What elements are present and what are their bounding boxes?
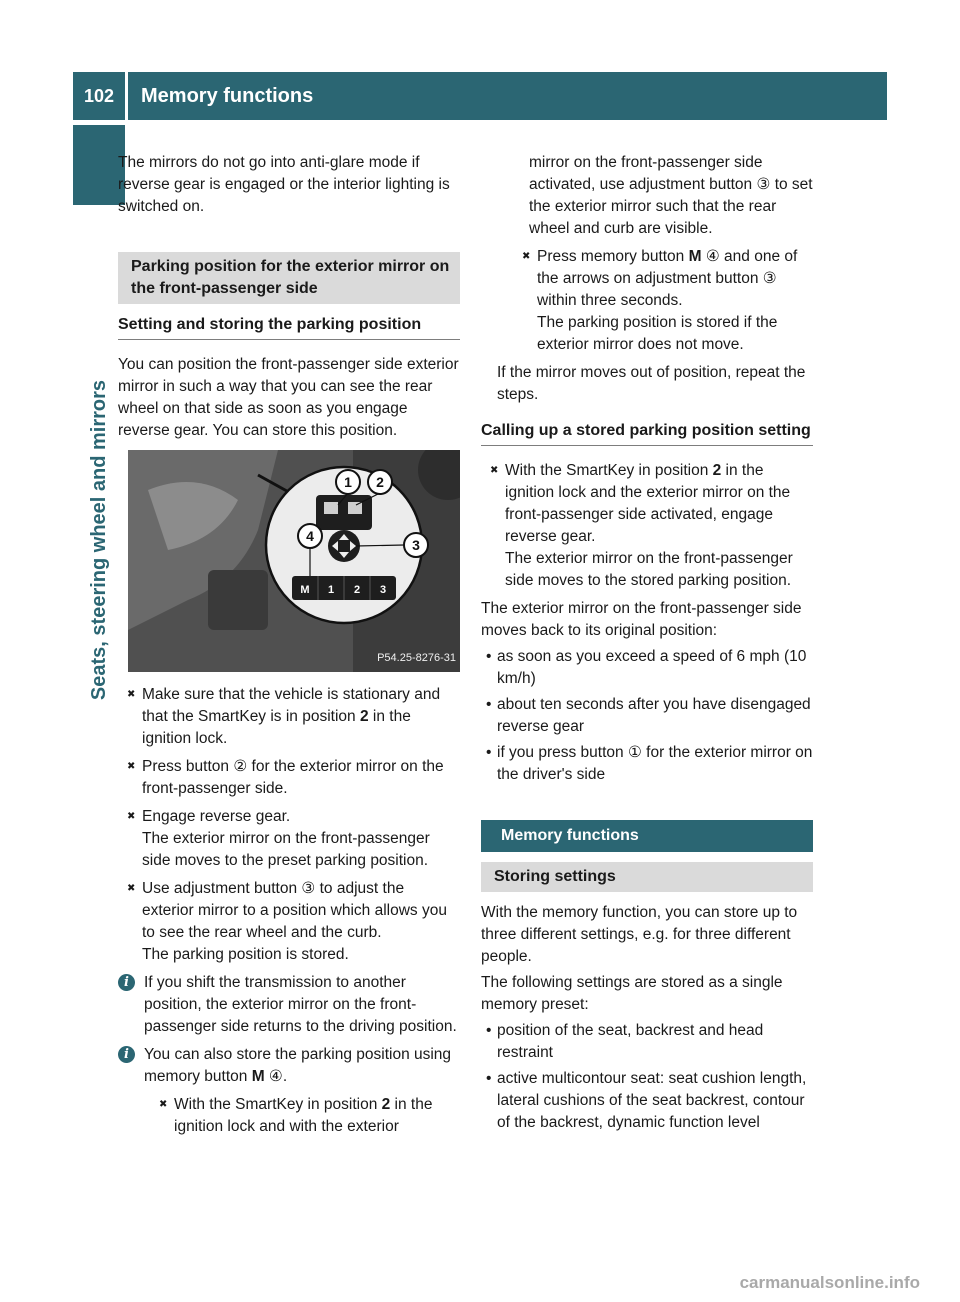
info-icon: i [118,974,135,991]
footer-watermark: carmanualsonline.info [739,1273,920,1292]
step-with-smartkey-position: ✖ With the SmartKey in position 2 in the ignition lock and with the exterior [150,1094,460,1138]
figure-button-2: 2 [353,584,361,596]
figure-button-1: 1 [327,584,335,596]
figure-button-3: 3 [379,584,387,596]
step-press-memory-button: ✖ Press memory button M ④ and one of the arrows on adjustment button ③ within three seconds. The parking position is stored if the exterior mirror does not move. [513,246,813,356]
step-use-adjustment-button: ✖ Use adjustment button ③ to adjust the exterior mirror to a position which allows you to see the rear wheel and the curb. The parking position is stored. [118,878,460,966]
callout-4: 4 [306,528,314,544]
right-column [481,152,813,1138]
intro-paragraph: The mirrors do not go into anti-glare mode if reverse gear is engaged or the interior lighting is switched on. [118,154,450,215]
left-column [118,152,460,1144]
page-number: 102 [73,72,128,120]
bullet-ten-seconds: • about ten seconds after you have disengaged reverse gear [481,694,813,738]
step-press-button-2: ✖ Press button ② for the exterior mirror on the front-passenger side. [118,756,460,800]
position-paragraph: You can position the front-passenger side exterior mirror in such a way that you can see the rear wheel on that side as soon as you engage reverse gear. You can store this position. [118,356,459,439]
heading-parking-position: Parking position for the exterior mirror on the front-passenger side [118,252,460,304]
heading-memory-functions: Memory functions [481,820,813,852]
moves-back-paragraph: The exterior mirror on the front-passenger side moves back to its original position: [481,600,802,639]
bullet-seat-position: • position of the seat, backrest and head restraint [481,1020,813,1064]
following-settings-paragraph: The following settings are stored as a single memory preset: [481,974,783,1013]
info-note-memory-button: i You can also store the parking position using memory button M ④. [118,1044,460,1088]
bullet-press-button-1: • if you press button ① for the exterior mirror on the driver's side [481,742,813,786]
figure-code: P54.25-8276-31 [377,652,456,664]
bullet-speed: • as soon as you exceed a speed of 6 mph (10 km/h) [481,646,813,690]
heading-setting-storing: Setting and storing the parking position [118,314,460,340]
memory-paragraph: With the memory function, you can store up to three different settings, e.g. for three different people. [481,904,798,965]
page-header [73,72,887,120]
step-engage-reverse-stored: ✖ With the SmartKey in position 2 in the ignition lock and the exterior mirror on the front-passenger side activated, engage reverse gear. The exterior mirror on the front-passenger side moves to the stored parking position. [481,460,813,592]
heading-storing-settings: Storing settings [481,862,813,892]
chapter-side-label: Seats, steering wheel and mirrors [88,379,110,701]
door-controls-figure [128,450,460,672]
header-title: Memory functions [141,85,314,107]
figure-button-m: M [300,584,310,596]
step-make-sure-stationary: ✖ Make sure that the vehicle is stationary and that the SmartKey is in position 2 in the ignition lock. [118,684,460,750]
callout-1: 1 [344,474,352,490]
callout-3: 3 [412,537,420,553]
info-note-shift-transmission: i If you shift the transmission to another position, the exterior mirror on the front-passenger side returns to the driving position. [118,972,460,1038]
step-engage-reverse: ✖ Engage reverse gear. The exterior mirror on the front-passenger side moves to the preset parking position. [118,806,460,872]
bullet-multicontour: • active multicontour seat: seat cushion length, lateral cushions of the seat backrest, contour of the backrest, dynamic function level [481,1068,813,1134]
callout-2: 2 [376,474,384,490]
step-continuation: mirror on the front-passenger side activated, use adjustment button ③ to set the exterior mirror such that the rear wheel and curb are visible. [529,154,813,237]
heading-calling-up: Calling up a stored parking position setting [481,420,813,446]
repeat-steps-paragraph: If the mirror moves out of position, repeat the steps. [497,364,806,403]
info-icon: i [118,1046,135,1063]
